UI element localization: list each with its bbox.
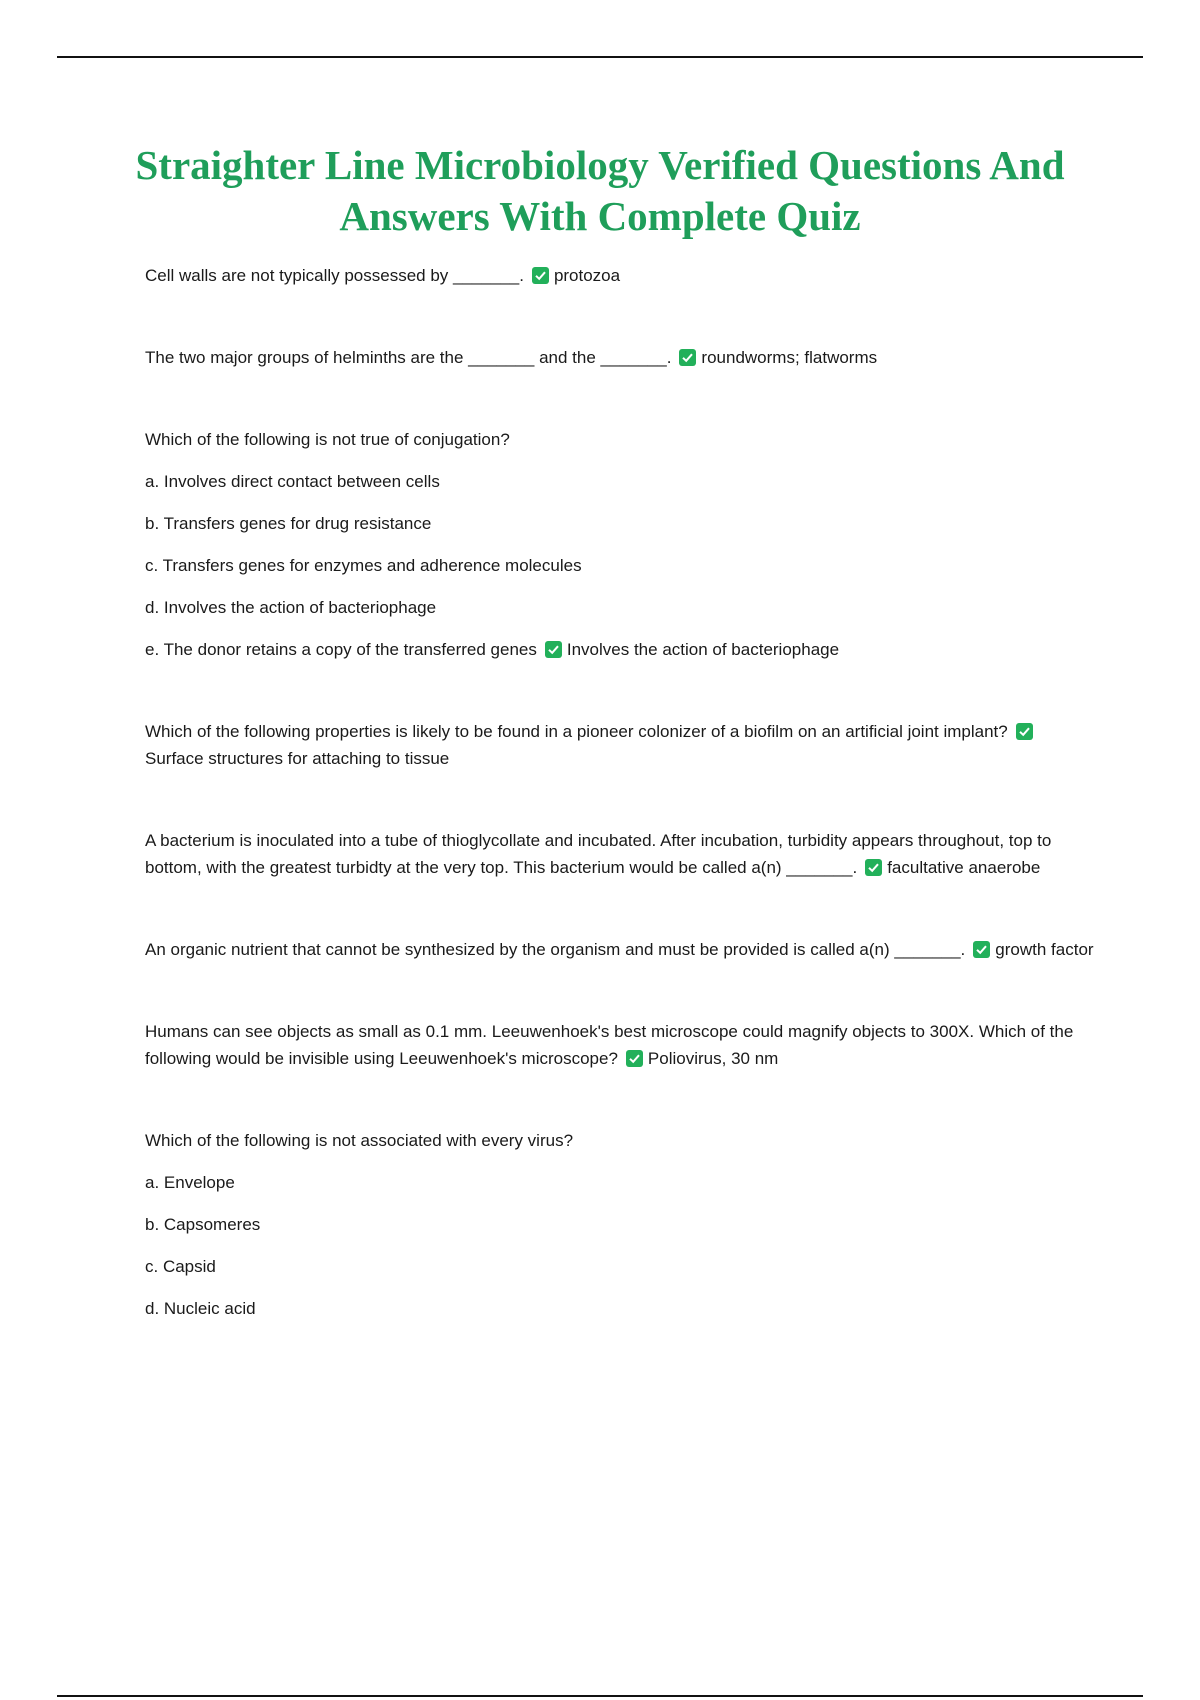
qa-item-1: [145, 262, 1095, 289]
qa-item-3: [145, 426, 1095, 663]
qa-item-2: [145, 344, 1095, 371]
answer-text: Poliovirus, 30 nm: [647, 1049, 779, 1068]
answer-text: Surface structures for attaching to tissue: [145, 749, 450, 768]
check-box-icon: [679, 349, 696, 366]
check-box-icon: [1016, 723, 1033, 740]
question-text: A bacterium is inoculated into a tube of thioglycollate and incubated. After incubation, turbidity appears throughout, top to bottom, with the greatest turbidty at the very top. This bacterium would be called a(n) _______.: [145, 831, 1052, 877]
question-text: Humans can see objects as small as 0.1 mm. Leeuwenhoek's best microscope could magnify objects to 300X. Which of the following would be invisible using Leeuwenhoek's microscope?: [145, 1022, 1074, 1068]
qa-item-6: [145, 936, 1095, 963]
quiz-content: [145, 262, 1095, 1377]
check-box-icon: [545, 641, 562, 658]
option-e-with-answer: [145, 636, 1095, 663]
check-box-icon: [532, 267, 549, 284]
question-text: Which of the following is not associated with every virus?: [145, 1131, 574, 1150]
option-d: d. Nucleic acid: [145, 1299, 256, 1318]
page-title: Straighter Line Microbiology Verified Questions And Answers With Complete Quiz: [135, 142, 1065, 239]
question-text: An organic nutrient that cannot be synthesized by the organism and must be provided is called a(n) _______.: [145, 940, 966, 959]
question-text: The two major groups of helminths are the _______ and the _______.: [145, 348, 672, 367]
answer-text: roundworms; flatworms: [701, 348, 878, 367]
question-text: Which of the following is not true of conjugation?: [145, 430, 510, 449]
question-text: Cell walls are not typically possessed by _______.: [145, 266, 524, 285]
question-text: Which of the following properties is likely to be found in a pioneer colonizer of a biofilm on an artificial joint implant?: [145, 722, 1008, 741]
bottom-rule: [57, 1695, 1143, 1697]
check-box-icon: [973, 941, 990, 958]
check-box-icon: [865, 859, 882, 876]
top-rule: [57, 56, 1143, 58]
option-b: b. Transfers genes for drug resistance: [145, 514, 432, 533]
option-d: d. Involves the action of bacteriophage: [145, 598, 437, 617]
option-c: c. Transfers genes for enzymes and adherence molecules: [145, 556, 582, 575]
option-b: b. Capsomeres: [145, 1215, 261, 1234]
answer-text: protozoa: [553, 266, 621, 285]
option-e: e. The donor retains a copy of the transferred genes: [145, 640, 537, 659]
check-box-icon: [626, 1050, 643, 1067]
qa-item-8: [145, 1127, 1095, 1322]
answer-text: facultative anaerobe: [887, 858, 1041, 877]
answer-text: Involves the action of bacteriophage: [566, 640, 840, 659]
qa-item-7: [145, 1018, 1095, 1072]
qa-item-4: [145, 718, 1095, 772]
option-a: a. Envelope: [145, 1173, 235, 1192]
option-c: c. Capsid: [145, 1257, 216, 1276]
qa-item-5: [145, 827, 1095, 881]
option-a: a. Involves direct contact between cells: [145, 472, 440, 491]
answer-text: growth factor: [995, 940, 1094, 959]
